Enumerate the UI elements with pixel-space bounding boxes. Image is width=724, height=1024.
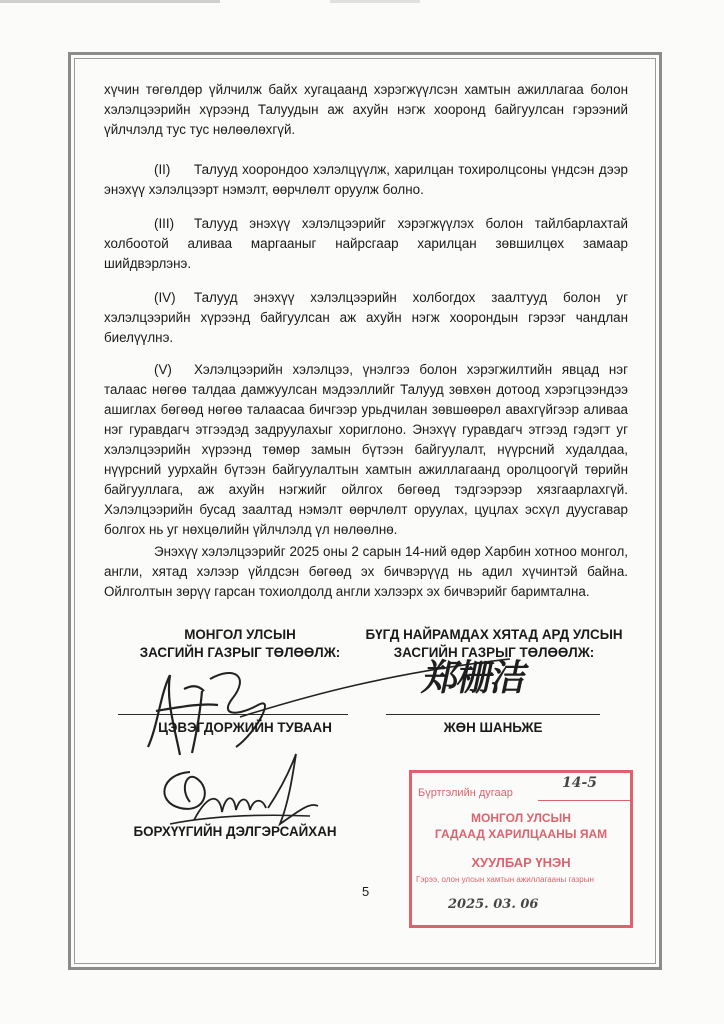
clause-paragraph bbox=[104, 160, 628, 200]
clause-number: (IV) bbox=[154, 290, 176, 305]
clause-number: (II) bbox=[154, 162, 171, 177]
left-header-line1: МОНГОЛ УЛСЫН bbox=[184, 627, 296, 642]
certification-stamp bbox=[409, 770, 633, 928]
clause-number: (V) bbox=[154, 362, 172, 377]
stamp-org-line2: ГАДААД ХАРИЛЦААНЫ ЯАМ bbox=[434, 827, 608, 841]
stamp-bottom-line: Гэрээ, олон улсын хамтын ажиллагааны газрын bbox=[416, 875, 594, 884]
stamp-reg-label: Бүртгэлийн дугаар bbox=[418, 787, 513, 799]
clause-text: Талууд хоорондоо хэлэлцүүлж, харилцан тохиролцсоны үндсэн дээр энэхүү хэлэлцээрт нэмэлт, өөрчлөлт оруулж болно. bbox=[104, 162, 628, 197]
page-number: 5 bbox=[362, 884, 370, 899]
clause-text: Талууд энэхүү хэлэлцээрийг хэрэгжүүлэх болон тайлбарлахтай холбоотой аливаа маргааныг найрсгаар харилцан зөвшилцөх замаар шийдвэрлэнэ. bbox=[104, 216, 628, 271]
stamp-copy-label: ХУУЛБАР ҮНЭН bbox=[471, 855, 571, 870]
scan-artifact bbox=[0, 0, 724, 12]
clause-text: Хэлэлцээрийн хэлэлцээ, үнэлгээ болон хэрэгжилтийн явцад нэг талаас нөгөө талдаа дамжуулсан мэдээллийг Талууд зөвхөн дотоод хэрэгцээндээ ашиглах бөгөөд нөгөө талаасаа бичгээр урьдчилан зөвшөөрөл авахгүйгээр аливаа нэг гуравдагч этгээдэд задруулахыг хориглоно. Энэхүү гуравдагч этгээд гэдэгт уг хэлэлцээрийн хүрээнд төмөр замын бүтээн байгуулалт, нүүрсний худалдаа, нүүрсний уурхайн бүтээн байгуулалтын хамтын ажиллагаанд оролцоогүй төрийн байгууллага, аж ахуйн нэгжийг ойлгох бөгөөд тэдгээрээр хязгаарлахгүй. Хэлэлцээрийн бусад заалтад нэмэлт өөрчлөлт оруулах, цуцлах эсхүл дуусгавар болгох нь уг нөхцөлийн үйлчлэлд үл нөлөөлнө. bbox=[104, 362, 628, 537]
clause-paragraph bbox=[104, 288, 628, 348]
clause-paragraph bbox=[104, 360, 628, 540]
stamp-underline bbox=[538, 800, 630, 801]
stamp-org-line1: МОНГОЛ УЛСЫН bbox=[471, 811, 571, 825]
signature-delgersaikhan bbox=[150, 750, 320, 830]
stamp-date: 2025. 03. 06 bbox=[448, 897, 539, 912]
left-header-line2: ЗАСГИЙН ГАЗРЫГ ТӨЛӨӨЛЖ: bbox=[139, 645, 341, 660]
clause-paragraph bbox=[104, 214, 628, 274]
signature-zheng: 郑栅洁 bbox=[419, 657, 530, 699]
stamp-reg-number: 14-5 bbox=[562, 775, 598, 791]
clause-text: Талууд энэхүү хэлэлцээрийн холбогдох заалтууд болон уг хэлэлцээрийн хүрээнд байгуулсан аж ахуйн нэгж хоорондын гэрээг чандлан биелүүлнэ. bbox=[104, 290, 628, 345]
left-signatory-name-1: ЦЭВЭГДОРЖИЙН ТУВААН bbox=[158, 720, 332, 735]
intro-paragraph: хүчин төгөлдөр үйлчилж байх хугацаанд хэрэгжүүлсэн хамтын ажиллагаа болон хэлэлцээрийн хүрээнд Талуудын аж ахуйн нэгж хооронд байгуулсан гэрээний үйлчлэлд тус тус нөлөөлөхгүй. bbox=[104, 82, 628, 137]
closing-paragraph: Энэхүү хэлэлцээрийг 2025 оны 2 сарын 14-ний өдөр Харбин хотноо монгол, англи, хятад хэлээр үйлдсэн бөгөөд эх бичвэрүүд нь адил хүчинтэй байна. Ойлголтын зөрүү гарсан тохиолдолд англи хэлээрх эх бичвэрийг баримтална. bbox=[104, 544, 628, 599]
right-signatory-name: ЖӨН ШАНЬЖЕ bbox=[443, 720, 543, 735]
left-signatory-name-2: БОРХҮҮГИЙН ДЭЛГЭРСАЙХАН bbox=[133, 824, 337, 839]
right-header-line1: БҮГД НАЙРАМДАХ ХЯТАД АРД УЛСЫН bbox=[365, 627, 623, 642]
right-header-line2: ЗАСГИЙН ГАЗРЫГ ТӨЛӨӨЛЖ: bbox=[393, 645, 595, 660]
clause-number: (III) bbox=[154, 216, 175, 231]
